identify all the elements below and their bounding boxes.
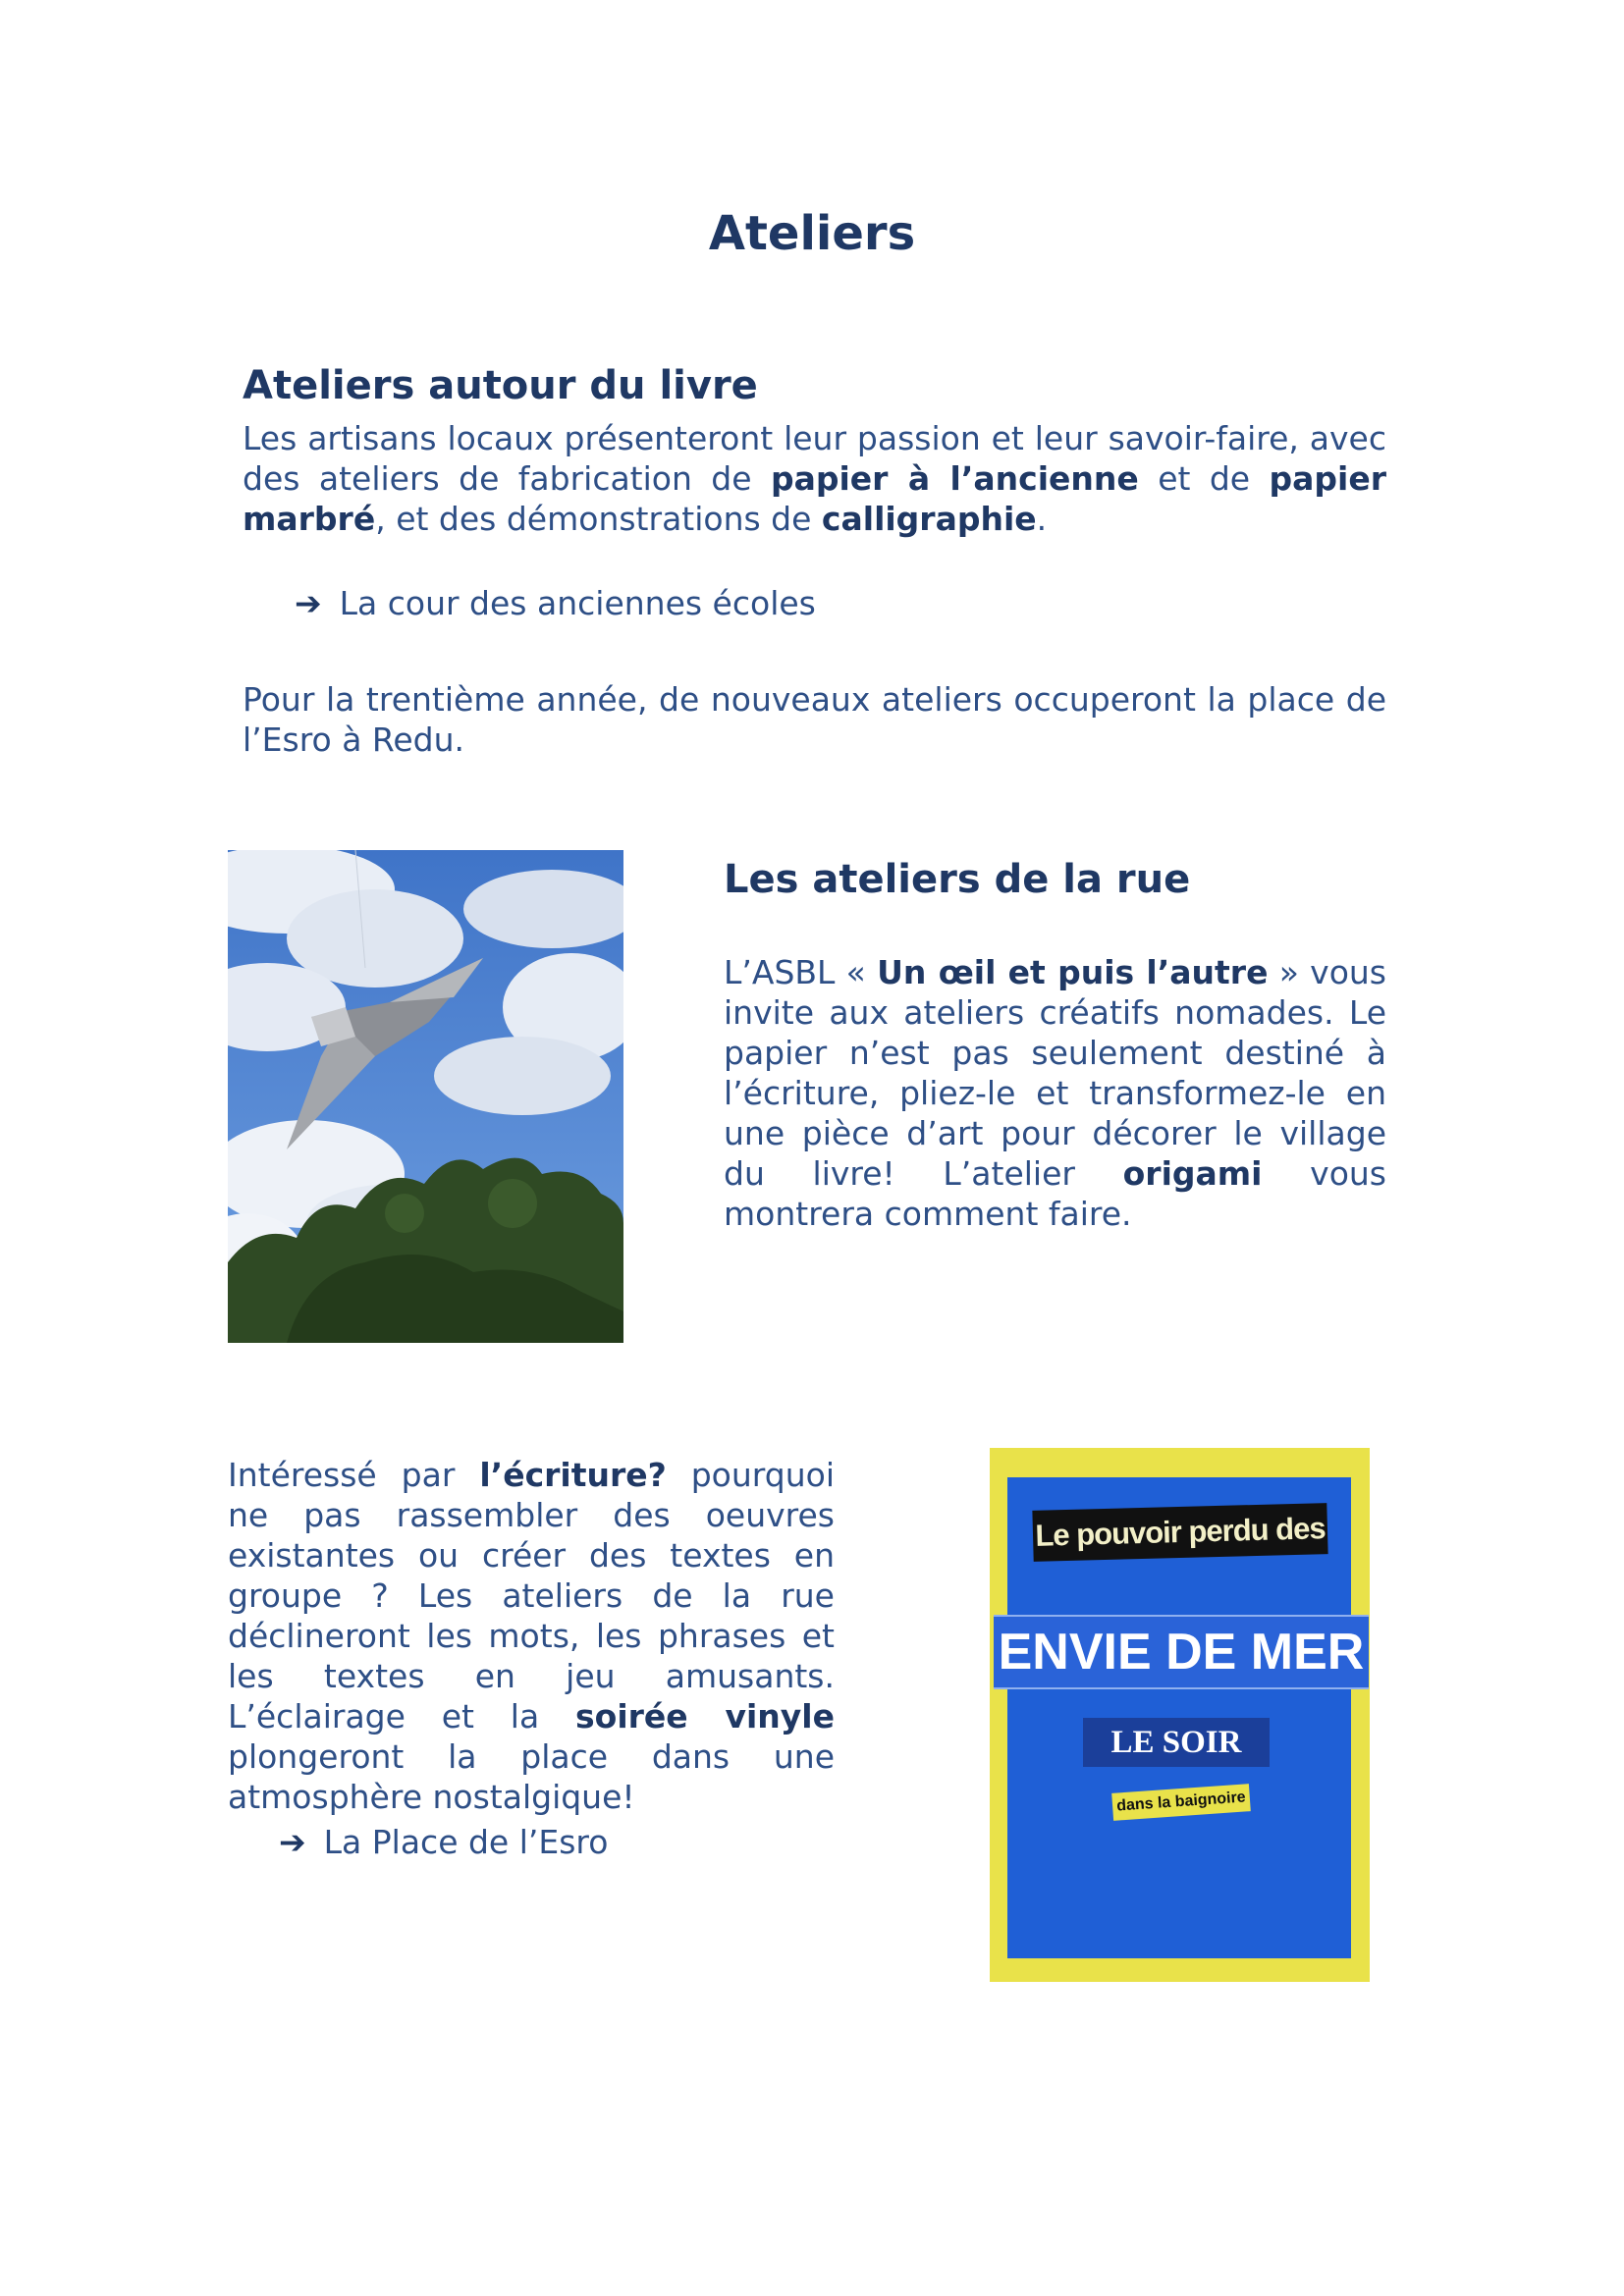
section1-paragraph [243,418,1386,539]
section3-paragraph [228,1455,835,1817]
section2-paragraph [724,952,1386,1234]
bold-run: Un œil et puis l’autre [877,953,1269,991]
page-title: Ateliers [708,206,916,261]
text-run: Intéressé par [228,1456,480,1494]
text-run: plongeront la place dans une atmosphère nostalgique! [228,1737,835,1816]
text-run: . [1036,500,1048,538]
bold-run: papier à l’ancienne [770,459,1139,498]
location-text: La Place de l’Esro [323,1823,609,1861]
text-run: L’ASBL « [724,953,878,991]
bold-run: papier marbré [243,459,1386,538]
poster-label-baignoire: dans la baignoire [1111,1784,1251,1821]
origami-bird-photo [228,850,623,1343]
bold-run: calligraphie [821,500,1037,538]
section1-paragraph-2: Pour la trentième année, de nouveaux ateliers occuperont la place de l’Esro à Redu. [243,680,1386,759]
poster-collage [990,1448,1370,1982]
poster-label-pouvoir: Le pouvoir perdu des [1032,1503,1327,1562]
text-run: et de [1138,459,1270,498]
text-run: » vous invite aux ateliers créatifs nomades. Le papier n’est pas seulement destiné à l’écriture, pliez-le et transformez-le en une pièce d’art pour décorer le village du livre! L’atelier [724,953,1387,1193]
poster-label-envie: ENVIE DE MER [994,1615,1369,1689]
section-heading-ateliers-livre: Ateliers autour du livre [243,363,758,408]
location-line-place [279,1822,608,1862]
section-heading-ateliers-rue: Les ateliers de la rue [724,857,1191,902]
text-run: pourquoi ne pas rassembler des oeuvres existantes ou créer des textes en groupe ? Les ateliers de la rue déclineront les mots, les phrases et les textes en jeu amusants. L’éclairage et la [228,1456,835,1735]
location-line-cour [295,583,816,623]
text-run: , et des démonstrations de [375,500,822,538]
bold-run: origami [1122,1154,1263,1193]
right-arrow-icon: ➔ [279,1823,306,1861]
text-run: Les artisans locaux présenteront leur passion et leur savoir-faire, avec des ateliers de fabrication de [243,419,1386,498]
bold-run: l’écriture? [479,1456,667,1494]
text-run: vous montrera comment faire. [724,1154,1386,1233]
location-text: La cour des anciennes écoles [339,584,816,622]
right-arrow-icon: ➔ [295,584,322,622]
bold-run: soirée vinyle [575,1697,835,1735]
poster-label-soir: LE SOIR [1083,1718,1270,1767]
